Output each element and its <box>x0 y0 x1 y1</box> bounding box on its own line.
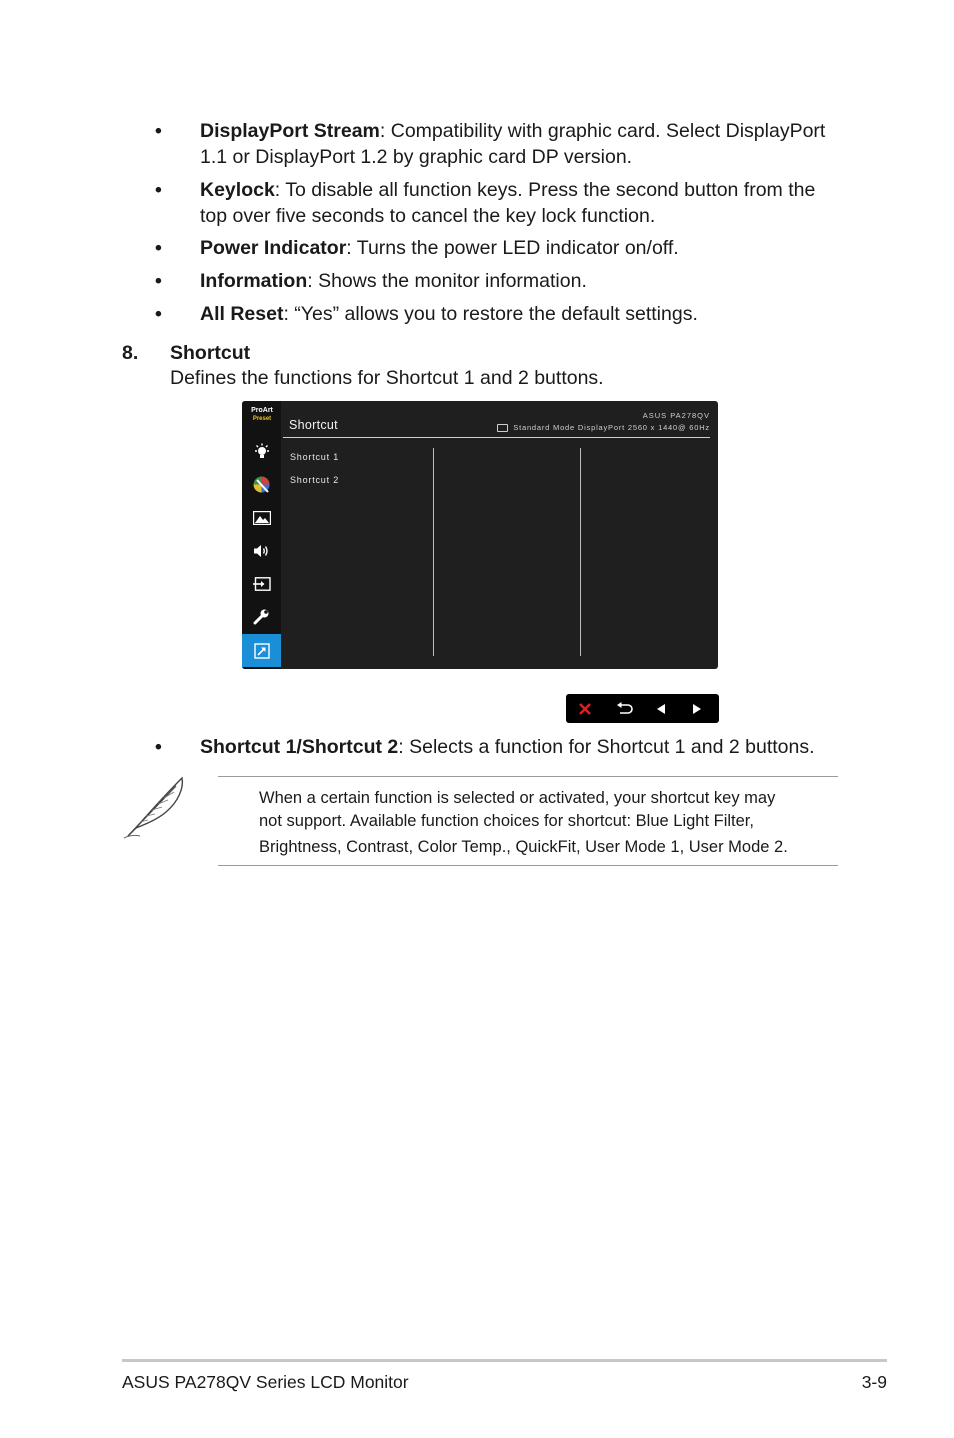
image-icon[interactable] <box>242 501 281 534</box>
bullet-text: : “Yes” allows you to restore the default settings. <box>283 303 698 325</box>
bullet-text: : Turns the power LED indicator on/off. <box>346 237 679 259</box>
bullet-term: Information <box>200 270 308 292</box>
note-top-rule <box>218 776 838 777</box>
proart-preset-logo <box>246 407 278 429</box>
feather-note-icon <box>122 774 190 842</box>
bullet-term: Shortcut 1/Shortcut 2 <box>200 736 399 758</box>
note-bottom-rule <box>218 865 838 866</box>
osd-model: ASUS PA278QV <box>642 411 710 420</box>
monitor-icon <box>497 424 508 432</box>
osd-column-divider <box>433 448 434 656</box>
shortcut-icon[interactable] <box>242 634 281 667</box>
note-text <box>259 786 834 860</box>
bullet-term: Power Indicator <box>200 237 347 259</box>
osd-divider <box>283 437 710 438</box>
bullet-symbol: • <box>155 736 162 758</box>
system-setup-icon[interactable] <box>242 600 281 633</box>
left-arrow-icon[interactable] <box>642 694 680 723</box>
blue-light-icon[interactable] <box>242 435 281 468</box>
bullet-term: Keylock <box>200 179 275 201</box>
bullet-symbol: • <box>155 303 162 325</box>
logo-line-2: Preset <box>252 416 272 422</box>
note-line: Brightness, Contrast, Color Temp., QuickFit, User Mode 1, User Mode 2. <box>259 838 788 856</box>
color-icon[interactable] <box>242 468 281 501</box>
osd-item-shortcut-2[interactable]: Shortcut 2 <box>290 475 340 485</box>
osd-title: Shortcut <box>289 418 338 432</box>
sound-icon[interactable] <box>242 534 281 567</box>
footer-rule <box>122 1359 887 1362</box>
right-arrow-icon[interactable] <box>678 694 716 723</box>
section-number: 8. <box>122 342 139 364</box>
note-line: not support. Available function choices for shortcut: Blue Light Filter, <box>259 811 754 830</box>
osd-column-divider <box>580 448 581 656</box>
bullet-symbol: • <box>155 237 162 259</box>
close-icon[interactable] <box>566 694 604 723</box>
bullet-text: : Selects a function for Shortcut 1 and 2 buttons. <box>398 736 815 758</box>
bullet-term: All Reset <box>200 303 284 325</box>
osd-status-text: Standard Mode DisplayPort 2560 x 1440@ 60Hz <box>513 423 710 432</box>
osd-item-shortcut-1[interactable]: Shortcut 1 <box>290 452 340 462</box>
bullet-symbol: • <box>155 120 162 142</box>
osd-menu <box>242 401 718 669</box>
footer-title: ASUS PA278QV Series LCD Monitor <box>122 1372 409 1392</box>
bullet-text: : Compatibility with graphic card. Select DisplayPort 1.1 or DisplayPort 1.2 by graphic card DP version. <box>200 120 826 168</box>
page-number: 3-9 <box>861 1372 887 1392</box>
logo-line-1: ProArt <box>251 407 273 414</box>
input-select-icon[interactable] <box>242 567 281 600</box>
osd-control-bar <box>566 694 719 723</box>
bullet-text: : To disable all function keys. Press the second button from the top over five seconds to cancel the key lock function. <box>200 179 816 227</box>
return-icon[interactable] <box>606 694 644 723</box>
section-description: Defines the functions for Shortcut 1 and 2 buttons. <box>170 367 604 389</box>
bullet-symbol: • <box>155 270 162 292</box>
bullet-text: : Shows the monitor information. <box>307 270 587 292</box>
note-line: When a certain function is selected or activated, your shortcut key may <box>259 789 776 807</box>
osd-status <box>497 423 710 432</box>
bullet-symbol: • <box>155 179 162 201</box>
osd-sidebar <box>242 401 281 669</box>
bullet-term: DisplayPort Stream <box>200 120 380 142</box>
section-title: Shortcut <box>170 342 251 364</box>
